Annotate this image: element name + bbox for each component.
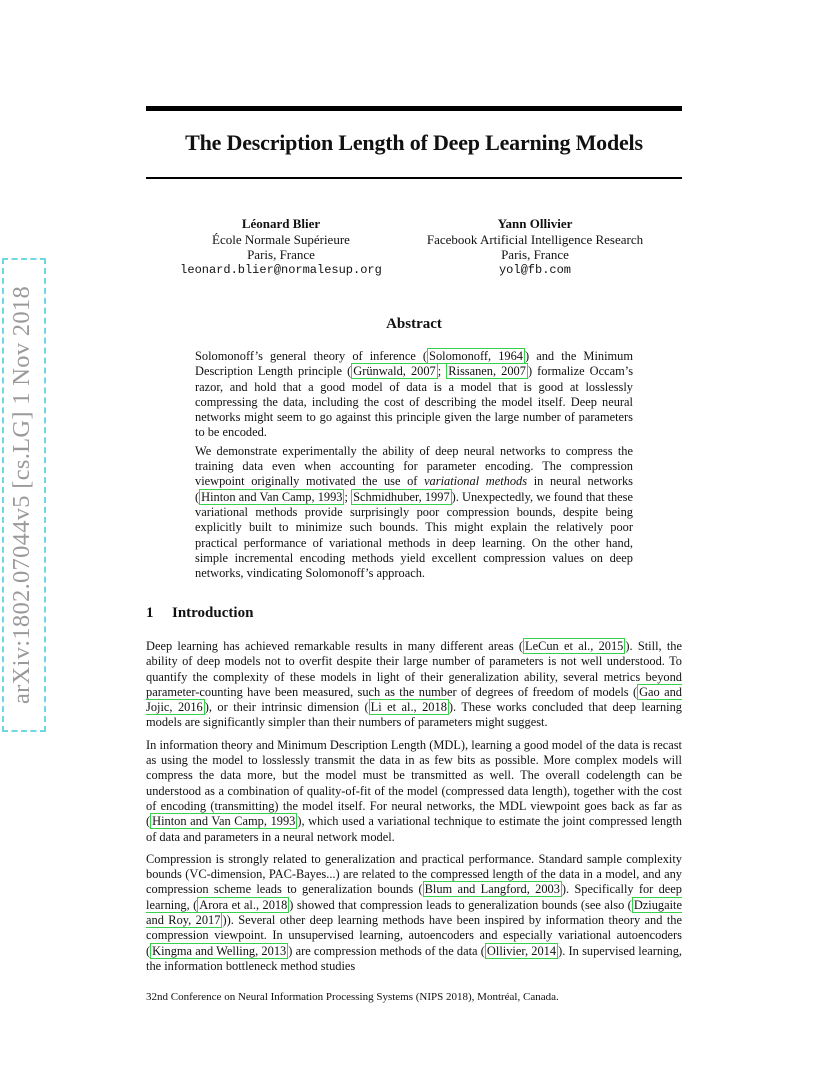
citation-link[interactable]: Dziugaite and Roy, 2017 [146, 897, 682, 928]
section-title: Introduction [172, 605, 254, 621]
introduction-body [146, 639, 682, 981]
text: )). Several other deep learning methods have been inspired by information theory and the compression viewpoint. In unsupervised learning, autoencoders and especially variational autoencoders ( [146, 913, 682, 958]
conference-footnote: 32nd Conference on Neural Information Processing Systems (NIPS 2018), Montréal, Canada. [146, 991, 559, 1003]
emphasis-text: variational methods [424, 474, 528, 489]
author-location: Paris, France [247, 247, 315, 262]
citation-link[interactable]: Arora et al., 2018 [199, 897, 288, 912]
author-affiliation: École Normale Supérieure [212, 231, 350, 247]
author-name: Léonard Blier [241, 216, 321, 231]
section-number: 1 [146, 605, 154, 621]
text: ; [437, 364, 447, 379]
text: ) are compression methods of the data ( [288, 943, 485, 958]
text: ). In supervised learning, the information bottleneck method studies [146, 943, 682, 973]
author-affiliation: Facebook Artificial Intelligence Research [426, 231, 644, 247]
text: ; [344, 489, 352, 504]
text: ). These works concluded that deep learning models are significantly simpler than their numbers of parameters might suggest. [146, 700, 682, 730]
text: ) formalize Occam’s razor, and hold that a good model of data is a model that is good at losslessly compressing the data, including the cost of describing the model itself. Deep neural networks might seem to go against this principle given the large number of parameters to be encoded. [195, 364, 634, 440]
author-block-1 [170, 216, 392, 278]
text: in neural networks ( [195, 474, 633, 504]
text: ) showed that compression leads to generalization bounds (see also ( [289, 897, 632, 912]
text: ) and the Minimum Description Length principle ( [195, 349, 634, 379]
citation-link[interactable]: Hinton and Van Camp, 1993 [201, 489, 343, 504]
citation-link[interactable]: Hinton and Van Camp, 1993 [152, 814, 296, 829]
abstract-heading: Abstract [386, 316, 442, 332]
body-paragraph [146, 738, 682, 845]
citation-link[interactable]: Schmidhuber, 1997 [353, 489, 450, 504]
citation-link[interactable]: Kingma and Welling, 2013 [152, 943, 287, 958]
abstract-paragraph [195, 349, 633, 441]
paper-title: The Description Length of Deep Learning Models [185, 130, 643, 155]
text: ), which used a variational technique to estimate the joint compressed length of data and parameters in a neural network model. [146, 814, 682, 844]
abstract-paragraph [195, 444, 633, 582]
body-paragraph [146, 852, 682, 974]
title-top-rule [146, 106, 682, 111]
text: Deep learning has achieved remarkable results in many different areas ( [146, 639, 524, 653]
author-location: Paris, France [501, 247, 569, 262]
author-email[interactable]: leonard.blier@normalesup.org [180, 262, 382, 277]
citation-link[interactable]: Blum and Langford, 2003 [424, 882, 560, 897]
author-email[interactable]: yol@fb.com [498, 262, 571, 277]
citation-link[interactable]: Grünwald, 2007 [353, 364, 436, 379]
author-name: Yann Ollivier [497, 216, 573, 231]
citation-link[interactable]: Ollivier, 2014 [486, 943, 557, 958]
text: Solomonoff’s general theory of inference ( [195, 349, 428, 363]
abstract-body [195, 349, 633, 584]
citation-link[interactable]: LeCun et al., 2015 [525, 639, 624, 653]
text: ). Unexpectedly, we found that these variational methods provide surprisingly poor compression bounds, despite being explicitly built to minimize such bounds. This might explain the relatively poor practical performance of variational methods in deep learning. On the other hand, simple incremental encoding methods yield excellent compression values on deep networks, vindicating Solomonoff’s approach. [195, 489, 633, 581]
text: ). Specifically for deep learning, ( [146, 882, 682, 912]
text: ). Still, the ability of deep models not to overfit despite their large number of parameters is not well understood. To quantify the complexity of these models in light of their generalization ability, several metrics beyond parameter-counting have been measured, such as the number of degrees of freedom of models ( [146, 639, 682, 699]
citation-link[interactable]: Solomonoff, 1964 [429, 349, 523, 363]
section-heading [146, 605, 253, 622]
citation-link[interactable]: Gao and Jojic, 2016 [146, 684, 682, 715]
arxiv-identifier[interactable]: arXiv:1802.07044v5 [cs.LG] 1 Nov 2018 [8, 285, 35, 705]
citation-link[interactable]: Rissanen, 2007 [448, 364, 526, 379]
text: ), or their intrinsic dimension ( [204, 700, 369, 715]
citation-link[interactable]: Li et al., 2018 [370, 700, 447, 715]
text: Compression is strongly related to generalization and practical performance. Standard sample complexity bounds (VC-dimension, PAC-Bayes...) are related to the compressed length of the data in a model, and any compression scheme leads to generalization bounds ( [146, 851, 682, 897]
body-paragraph [146, 639, 682, 731]
text: We demonstrate experimentally the ability of deep neural networks to compress the training data even when accounting for parameter encoding. The compression viewpoint originally motivated the use of [195, 443, 633, 489]
text: In information theory and Minimum Description Length (MDL), learning a good model of the data is recast as using the model to losslessly transmit the data in as few bits as possible. More complex models will compress the data more, but the model must be transmitted as well. The overall codelength can be understood as a combination of quality-of-fit of the model (compressed data length), together with the cost of encoding (transmitting) the model itself. For neural networks, the MDL viewpoint goes back as far as ( [146, 737, 682, 829]
title-bottom-rule [146, 177, 682, 179]
author-block-2 [410, 216, 660, 278]
